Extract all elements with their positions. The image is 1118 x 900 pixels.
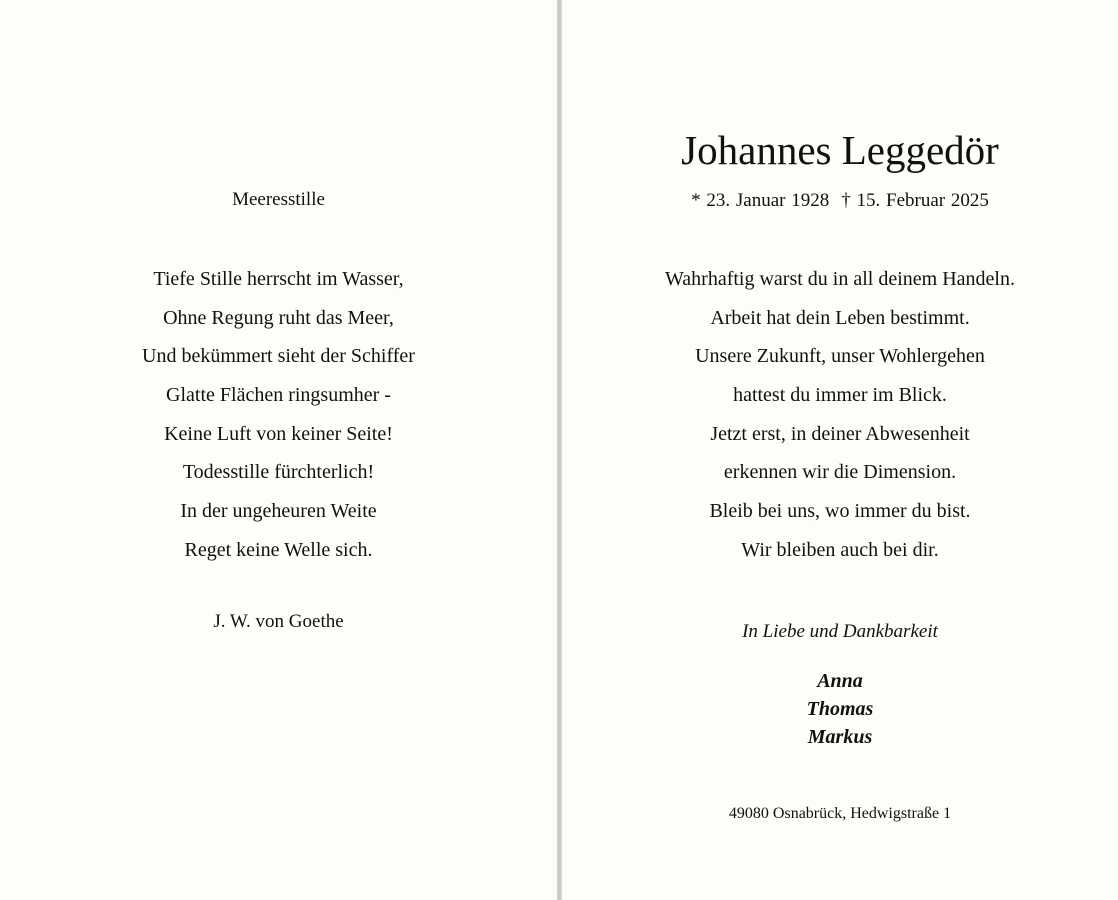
poem-line: Todesstille fürchterlich! (182, 461, 375, 484)
address: 49080 Osnabrück, Hedwigstraße 1 (728, 805, 952, 822)
memorial-verse (562, 264, 1118, 574)
poem (0, 264, 557, 574)
signers-list (562, 667, 1118, 751)
poem-title: Meeresstille (232, 189, 325, 210)
right-page (562, 0, 1118, 900)
poem-line: Tiefe Stille herrscht im Wasser, (153, 268, 404, 290)
deceased-name: Johannes Leggedör (681, 127, 999, 173)
verse-line: Arbeit hat dein Leben bestimmt. (710, 306, 970, 329)
left-page (0, 0, 557, 900)
verse-line: erkennen wir die Dimension. (723, 461, 957, 484)
verse-line: Bleib bei uns, wo immer du bist. (709, 500, 971, 523)
death-date: † 15. Februar 2025 (841, 190, 989, 211)
verse-line: Jetzt erst, in deiner Abwesenheit (710, 422, 970, 445)
poem-line: In der ungeheuren Weite (180, 500, 377, 523)
verse-line: hattest du immer im Blick. (733, 384, 947, 407)
signer-name: Thomas (806, 698, 874, 720)
verse-line: Unsere Zukunft, unser Wohlergehen (695, 345, 985, 368)
poem-line: Keine Luft von keiner Seite! (164, 422, 393, 445)
poem-author: J. W. von Goethe (213, 611, 344, 632)
poem-line: Glatte Flächen ringsumher - (166, 384, 391, 407)
birth-date: * 23. Januar 1928 (691, 190, 830, 211)
life-dates (562, 189, 1118, 213)
closing-phrase: In Liebe und Dankbarkeit (742, 621, 938, 642)
signer-name: Markus (807, 726, 873, 748)
poem-line: Ohne Regung ruht das Meer, (163, 306, 394, 329)
poem-line: Reget keine Welle sich. (184, 538, 373, 561)
verse-line: Wir bleiben auch bei dir. (741, 538, 939, 561)
poem-line: Und bekümmert sieht der Schiffer (142, 345, 415, 368)
signer-name: Anna (817, 670, 863, 692)
verse-line: Wahrhaftig warst du in all deinem Handeln. (665, 268, 1015, 290)
